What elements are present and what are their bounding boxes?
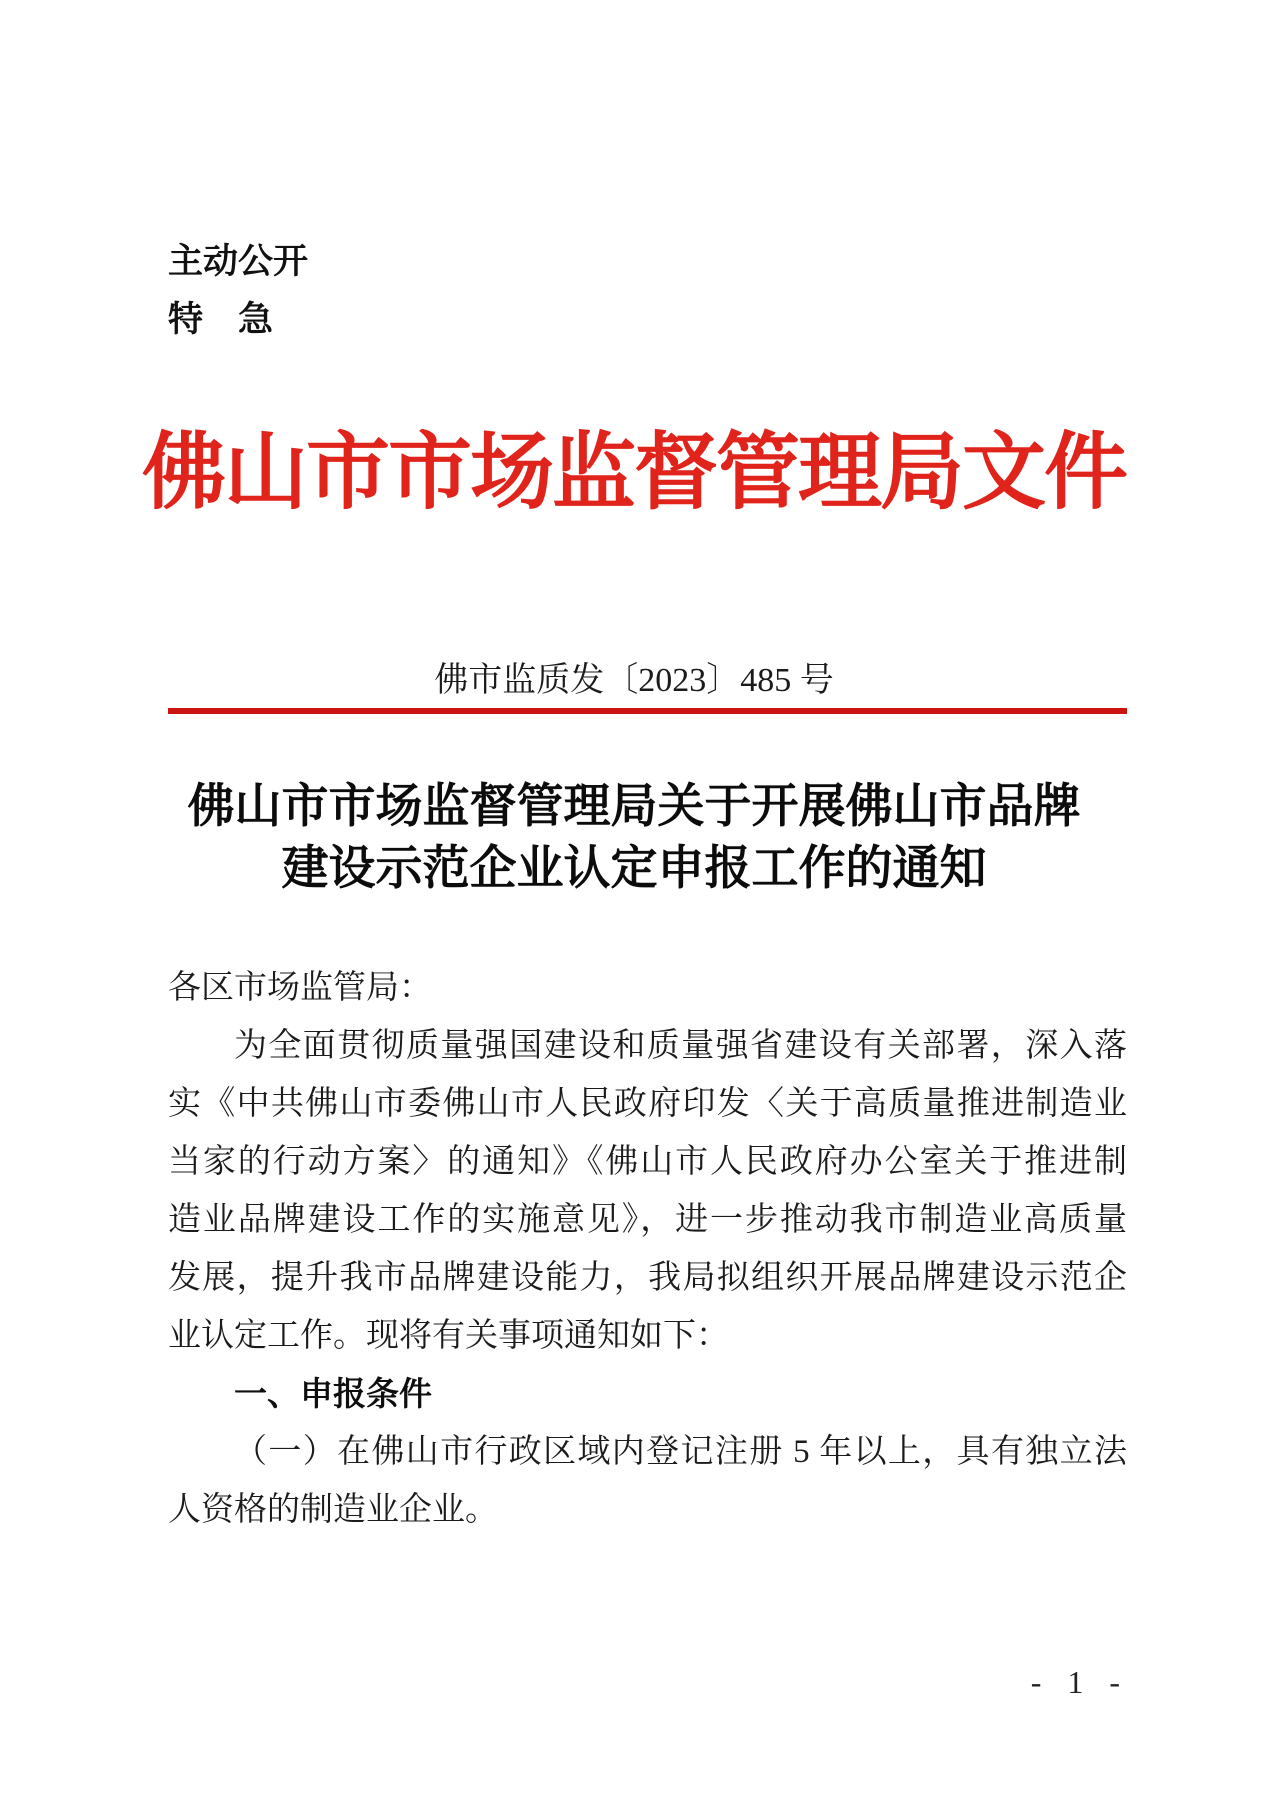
urgency-mark: 特 急 [168, 300, 274, 339]
document-title [0, 776, 1268, 900]
body-text [168, 959, 1127, 1539]
body-line: 造业品牌建设工作的实施意见》，进一步推动我市制造业高质量 [168, 1202, 1127, 1238]
letterhead-title: 佛山市市场监督管理局文件 [141, 427, 1126, 520]
document-title-line-1: 佛山市市场监督管理局关于开展佛山市品牌 [187, 781, 1081, 833]
disclosure-mark: 主动公开 [168, 242, 309, 281]
body-line: 为全面贯彻质量强国建设和质量强省建设有关部署，深入落 [234, 1028, 1127, 1064]
body-line: 发展，提升我市品牌建设能力，我局拟组织开展品牌建设示范企 [168, 1260, 1127, 1296]
red-divider-line [168, 708, 1127, 714]
page-number: - 1 - [1030, 1664, 1129, 1700]
body-line: 当家的行动方案〉的通知》《佛山市人民政府办公室关于推进制 [168, 1144, 1127, 1180]
body-line: 实《中共佛山市委佛山市人民政府印发〈关于高质量推进制造业 [168, 1086, 1127, 1122]
reference-number: 佛市监质发〔2023〕485 号 [434, 662, 834, 699]
document-title-line-2: 建设示范企业认定申报工作的通知 [281, 843, 987, 895]
body-line: 人资格的制造业企业。 [168, 1492, 498, 1528]
body-line: 业认定工作。现将有关事项通知如下： [168, 1318, 729, 1354]
body-line: 各区市场监管局： [168, 970, 432, 1006]
body-line: （一）在佛山市行政区域内登记注册 5 年以上，具有独立法 [234, 1434, 1127, 1470]
body-line: 一、申报条件 [234, 1375, 432, 1412]
